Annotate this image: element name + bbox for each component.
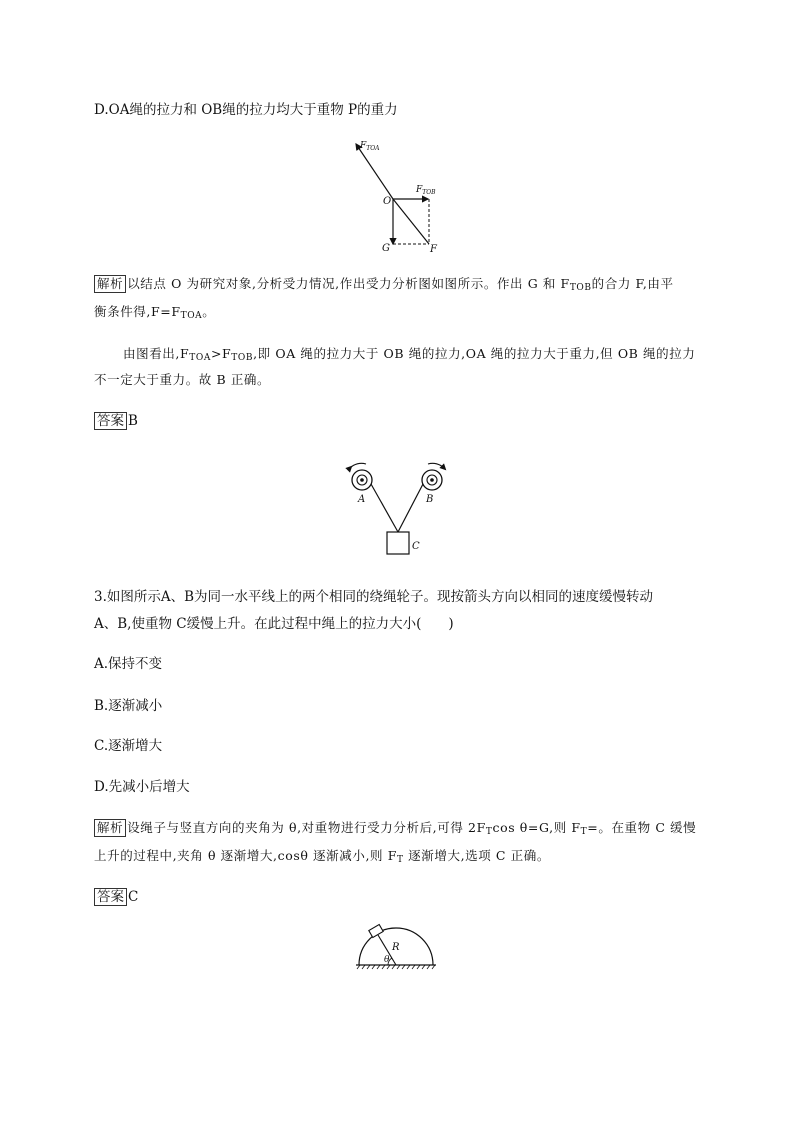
small-block: [369, 925, 383, 938]
label-r: R: [392, 942, 400, 953]
label-theta: θ: [384, 955, 390, 965]
rope-b: [398, 484, 423, 532]
q3-analysis-line1: 解析 设绳子与竖直方向的夹角为 θ,对重物进行受力分析后,可得 $2F_T\cos$ θ=G,则 $F_T=$。在重物 C 缓慢: [94, 818, 696, 842]
q2-analysis-line4: 不一定大于重力。故 B 正确。: [94, 372, 271, 387]
q2-analysis-line1: 解析 以结点 O 为研究对象,分析受力情况,作出受力分析图如图所示。作出 G 和 $F_{TOB}$的合力 F,由平: [94, 274, 674, 298]
resultant-f-line: [393, 199, 429, 244]
q3-pulley-diagram: [340, 456, 460, 561]
q3-option-c: C.逐渐增大: [94, 738, 163, 754]
label-c: C: [412, 541, 420, 552]
analysis-tag: 解析: [94, 275, 126, 293]
label-o: O: [383, 196, 392, 207]
q2-answer: 答案 B: [94, 411, 138, 431]
q3-analysis-line2: 上升的过程中,夹角 θ 逐渐增大,cosθ 逐渐减小,则 $F_T$ 逐渐增大,选项 C 正确。: [94, 848, 550, 865]
rope-a: [371, 484, 398, 532]
label-ftob: $F_{TOB}$: [416, 185, 436, 196]
wheel-a-rotation-arrow: [350, 463, 366, 468]
q4-hemisphere-diagram: [352, 922, 440, 974]
label-ftoa: $F_{TOA}$: [360, 141, 380, 152]
q3-option-a: A.保持不变: [94, 656, 163, 672]
q3-answer: 答案 C: [94, 887, 138, 907]
q2-analysis-line2: 衡条件得$,F=F_{TOA}$。: [94, 304, 216, 321]
label-a: A: [358, 494, 366, 505]
label-g: G: [382, 243, 390, 254]
q2-force-diagram: [340, 134, 450, 259]
q3-option-b: B.逐渐减小: [94, 698, 163, 714]
answer-tag: 答案: [94, 412, 127, 430]
q3-option-d: D.先减小后增大: [94, 779, 190, 795]
analysis-tag: 解析: [94, 819, 126, 837]
q3-stem-line1: 3.如图所示A、B为同一水平线上的两个相同的绕绳轮子。现按箭头方向以相同的速度缓慢转动: [94, 589, 654, 605]
label-b: B: [426, 494, 434, 505]
q3-stem-line2: A、B,使重物 C缓慢上升。在此过程中绳上的拉力大小( ): [94, 616, 454, 632]
ftoa-arrow: [356, 144, 393, 199]
answer-tag: 答案: [94, 888, 127, 906]
q2-option-d: D.OA绳的拉力和 OB绳的拉力均大于重物 P的重力: [94, 102, 398, 118]
wheel-b-rotation-arrow: [428, 463, 444, 468]
q2-analysis-line3: 由图看出$,F_{TOA}>F_{TOB}$,即 OA 绳的拉力大于 OB 绳的拉力,OA 绳的拉力大于重力,但 OB 绳的拉力: [123, 346, 696, 363]
block-c: [387, 532, 409, 554]
label-f: F: [430, 244, 437, 255]
